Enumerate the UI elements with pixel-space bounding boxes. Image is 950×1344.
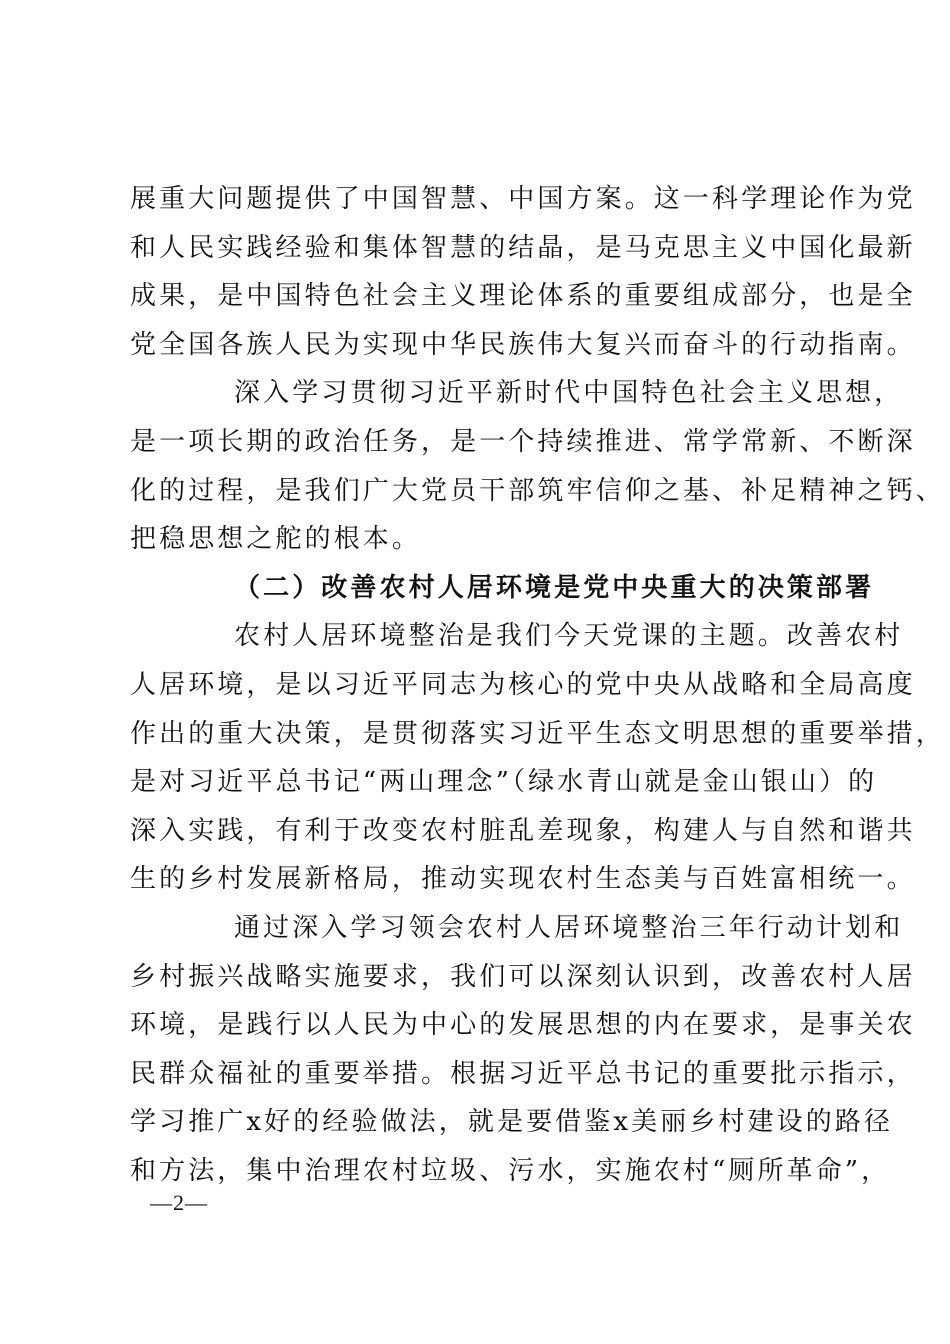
text-line: 民群众福祉的重要举措。根据习近平总书记的重要批示指示， xyxy=(130,1058,916,1089)
text-line: 和方法，集中治理农村垃圾、污水，实施农村“厕所革命”， xyxy=(130,1155,891,1186)
text-line: 人居环境，是以习近平同志为核心的党中央从战略和全局高度 xyxy=(130,669,916,700)
text-line: 党全国各族人民为实现中华民族伟大复兴而奋斗的行动指南。 xyxy=(130,329,916,360)
paragraph-start-line: 深入学习贯彻习近平新时代中国特色社会主义思想， xyxy=(234,378,904,409)
text-line: 深入实践，有利于改变农村脏乱差现象，构建人与自然和谐共 xyxy=(130,815,916,846)
text-line: 展重大问题提供了中国智慧、中国方案。这一科学理论作为党 xyxy=(130,184,916,214)
text-line: 成果，是中国特色社会主义理论体系的重要组成部分，也是全 xyxy=(130,281,916,312)
text-line: 是对习近平总书记“两山理念”（绿水青山就是金山银山）的 xyxy=(130,767,878,798)
text-line: 是一项长期的政治任务，是一个持续推进、常学常新、不断深 xyxy=(130,426,916,457)
paragraph-start-line: 通过深入学习领会农村人居环境整治三年行动计划和 xyxy=(234,912,904,943)
paragraph-start-line: 农村人居环境整治是我们今天党课的主题。改善农村 xyxy=(234,621,904,652)
text-line: 化的过程，是我们广大党员干部筑牢信仰之基、补足精神之钙、 xyxy=(130,475,945,506)
text-line: 作出的重大决策，是贯彻落实习近平生态文明思想的重要举措， xyxy=(130,718,945,749)
document-body xyxy=(130,175,945,1195)
text-line: 把稳思想之舵的根本。 xyxy=(130,524,422,555)
page-number: —2— xyxy=(150,1190,208,1215)
text-line: 乡村振兴战略实施要求，我们可以深刻认识到，改善农村人居 xyxy=(130,961,916,992)
text-line: 环境，是践行以人民为中心的发展思想的内在要求，是事关农 xyxy=(130,1010,916,1041)
text-line: 和人民实践经验和集体智慧的结晶，是马克思主义中国化最新 xyxy=(130,232,916,263)
text-line: 学习推广x好的经验做法，就是要借鉴x美丽乡村建设的路径 xyxy=(130,1107,894,1138)
text-line: 生的乡村发展新格局，推动实现农村生态美与百姓富相统一。 xyxy=(130,864,916,895)
section-heading: （二）改善农村人居环境是党中央重大的决策部署 xyxy=(234,572,875,603)
